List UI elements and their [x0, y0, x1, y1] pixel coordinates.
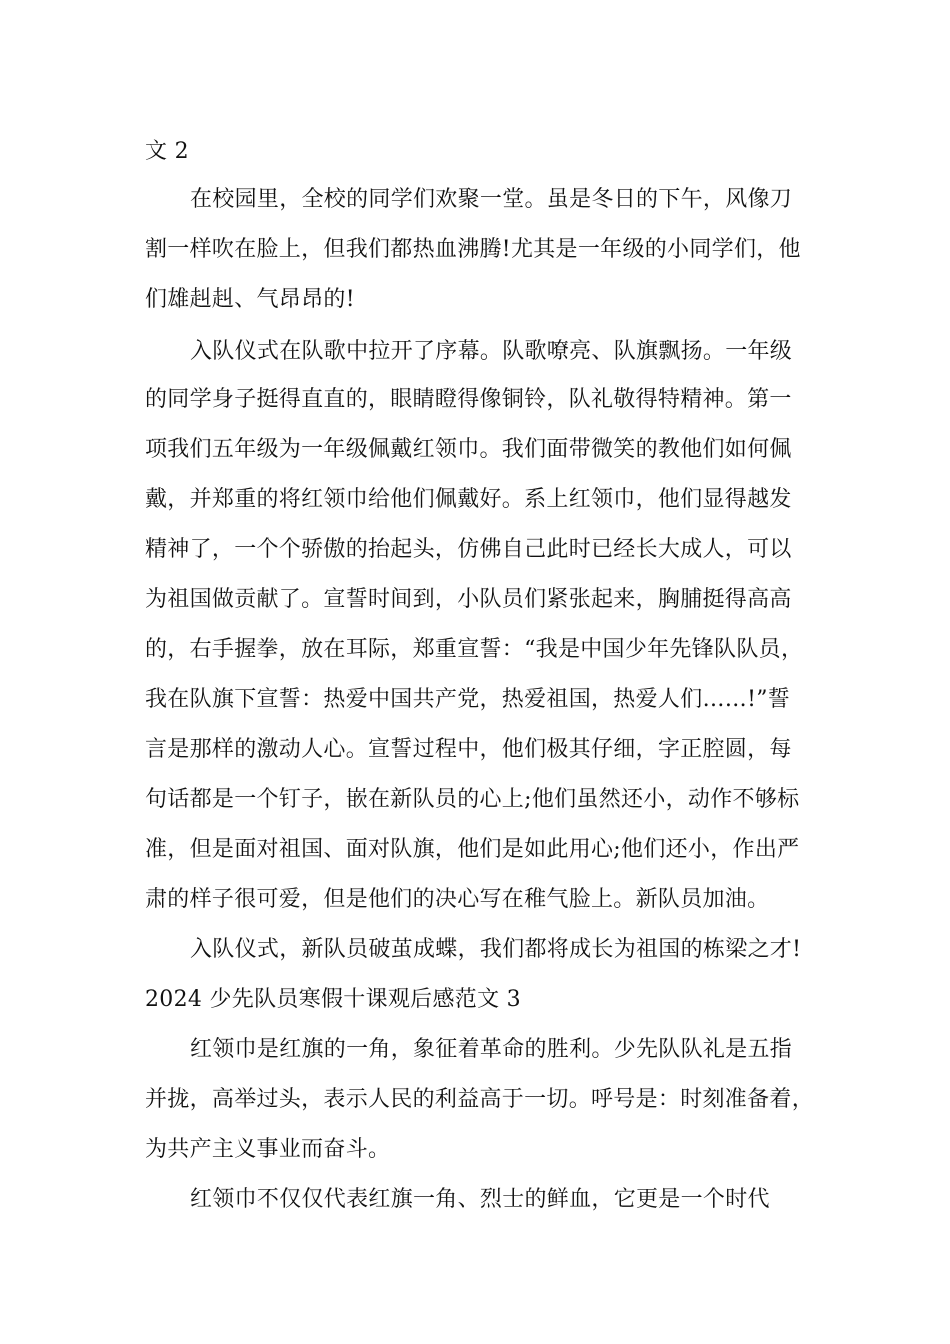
paragraph-line: 言是那样的激动人心。宣誓过程中，他们极其仔细，字正腔圆，每: [145, 737, 792, 762]
section-heading: 2024 少先队员寒假十课观后感范文 3: [145, 987, 521, 1012]
paragraph-line: 戴，并郑重的将红领巾给他们佩戴好。系上红领巾，他们显得越发: [145, 487, 792, 512]
paragraph-line: 并拢，高举过头，表示人民的利益高于一切。呼号是：时刻准备着，: [145, 1087, 815, 1112]
paragraph-line: 精神了，一个个骄傲的抬起头，仿佛自己此时已经长大成人，可以: [145, 537, 792, 562]
paragraph-line: 在校园里，全校的同学们欢聚一堂。虽是冬日的下午，风像刀: [190, 187, 793, 212]
paragraph-line: 项我们五年级为一年级佩戴红领巾。我们面带微笑的教他们如何佩: [145, 437, 792, 462]
paragraph-line: 的同学身子挺得直直的，眼睛瞪得像铜铃，队礼敬得特精神。第一: [145, 387, 792, 412]
paragraph-line: 我在队旗下宣誓：热爱中国共产党，热爱祖国，热爱人们……!”誓: [145, 687, 791, 712]
paragraph-line: 句话都是一个钉子，嵌在新队员的心上;他们虽然还小，动作不够标: [145, 787, 800, 812]
paragraph-line: 准，但是面对祖国、面对队旗，他们是如此用心;他们还小，作出严: [145, 837, 800, 862]
paragraph-line: 割一样吹在脸上，但我们都热血沸腾!尤其是一年级的小同学们，他: [145, 237, 801, 262]
paragraph-line: 入队仪式在队歌中拉开了序幕。队歌嘹亮、队旗飘扬。一年级: [190, 339, 793, 364]
paragraph-line: 为祖国做贡献了。宣誓时间到，小队员们紧张起来，胸脯挺得高高: [145, 587, 792, 612]
paragraph-line: 们雄赳赳、气昂昂的!: [145, 287, 355, 312]
paragraph-line: 入队仪式，新队员破茧成蝶，我们都将成长为祖国的栋梁之才!: [190, 937, 802, 962]
paragraph-line: 红领巾不仅仅代表红旗一角、烈士的鲜血，它更是一个时代: [190, 1187, 770, 1212]
paragraph-line: 的，右手握拳，放在耳际，郑重宣誓：“我是中国少年先锋队队员，: [145, 637, 804, 662]
paragraph-line: 为共产主义事业而奋斗。: [145, 1137, 391, 1162]
section-heading-fragment: 文 2: [145, 139, 189, 164]
paragraph-line: 肃的样子很可爱，但是他们的决心写在稚气脸上。新队员加油。: [145, 887, 770, 912]
paragraph-line: 红领巾是红旗的一角，象征着革命的胜利。少先队队礼是五指: [190, 1037, 793, 1062]
